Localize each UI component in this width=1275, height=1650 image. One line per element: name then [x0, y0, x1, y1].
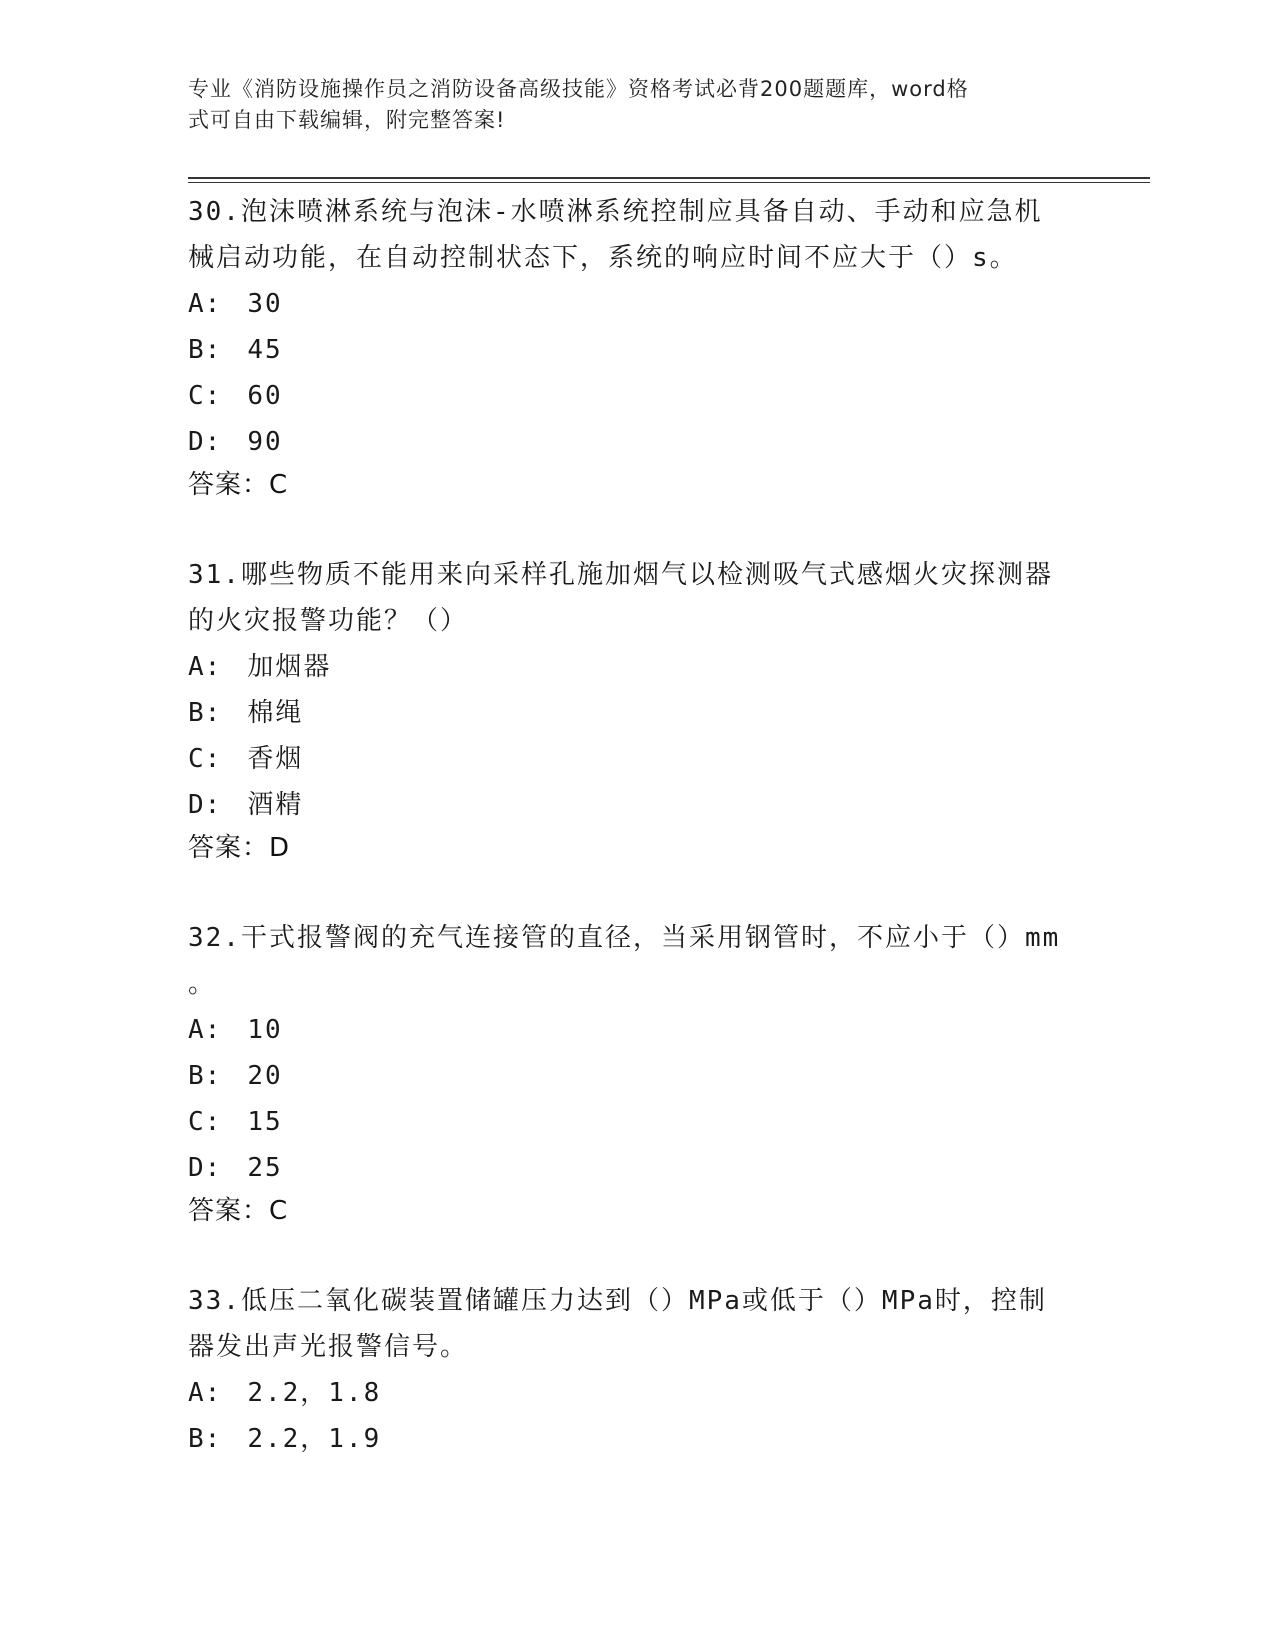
- question-stem-line-2: 械启动功能，在自动控制状态下，系统的响应时间不应大于（）s。: [188, 243, 1018, 273]
- answer-value: D: [269, 833, 291, 863]
- question-stem-line-2: 器发出声光报警信号。: [188, 1332, 469, 1362]
- option-text: 20: [247, 1061, 283, 1091]
- option-text: 30: [247, 289, 283, 319]
- header-divider-thick: [188, 177, 1150, 179]
- option-text: 棉绳: [247, 698, 304, 728]
- option-letter: B:: [188, 1061, 222, 1091]
- question-33: [188, 1278, 1078, 1462]
- question-list: [188, 189, 1078, 1462]
- option-a: [188, 281, 1078, 327]
- option-text: 10: [247, 1015, 283, 1045]
- option-b: [188, 690, 1078, 736]
- answer-line: [188, 1191, 1078, 1231]
- option-a: [188, 644, 1078, 690]
- option-letter: D:: [188, 790, 222, 820]
- option-text: 45: [247, 335, 283, 365]
- question-31: [188, 552, 1078, 868]
- option-letter: A:: [188, 652, 222, 682]
- option-letter: B:: [188, 335, 222, 365]
- option-c: [188, 1099, 1078, 1145]
- question-stem-line-1: 33.低压二氧化碳装置储罐压力达到（）MPa或低于（）MPa时，控制: [188, 1286, 1047, 1316]
- option-text: 90: [247, 427, 283, 457]
- option-letter: D:: [188, 1153, 222, 1183]
- option-b: [188, 1416, 1078, 1462]
- question-32: [188, 915, 1078, 1231]
- answer-label: 答案：: [188, 833, 270, 863]
- question-stem-line-2: 。: [188, 969, 217, 999]
- option-letter: A:: [188, 1378, 222, 1408]
- option-text: 2.2，1.9: [247, 1424, 382, 1454]
- option-text: 酒精: [247, 790, 304, 820]
- question-stem: [188, 552, 1078, 644]
- answer-line: [188, 828, 1078, 868]
- option-letter: B:: [188, 698, 222, 728]
- option-b: [188, 327, 1078, 373]
- option-text: 60: [247, 381, 283, 411]
- option-a: [188, 1370, 1078, 1416]
- option-text: 香烟: [247, 744, 304, 774]
- option-c: [188, 736, 1078, 782]
- option-c: [188, 373, 1078, 419]
- option-b: [188, 1053, 1078, 1099]
- question-stem-line-2: 的火灾报警功能？（）: [188, 606, 469, 636]
- question-stem-line-1: 30.泡沫喷淋系统与泡沫-水喷淋系统控制应具备自动、手动和应急机: [188, 197, 1043, 227]
- option-a: [188, 1007, 1078, 1053]
- document-header: [188, 74, 1068, 136]
- option-d: [188, 419, 1078, 465]
- question-stem: [188, 915, 1078, 1007]
- header-divider-thin: [188, 182, 1150, 183]
- option-text: 25: [247, 1153, 283, 1183]
- question-stem-line-1: 31.哪些物质不能用来向采样孔施加烟气以检测吸气式感烟火灾探测器: [188, 560, 1053, 590]
- option-d: [188, 1145, 1078, 1191]
- question-stem: [188, 189, 1078, 281]
- header-line-1: 专业《消防设施操作员之消防设备高级技能》资格考试必背200题题库，word格: [188, 77, 969, 101]
- answer-label: 答案：: [188, 1196, 270, 1226]
- question-30: [188, 189, 1078, 505]
- option-letter: C:: [188, 1107, 222, 1137]
- option-letter: A:: [188, 1015, 222, 1045]
- option-text: 15: [247, 1107, 283, 1137]
- answer-value: C: [269, 1196, 289, 1226]
- option-letter: C:: [188, 744, 222, 774]
- question-stem-line-1: 32.干式报警阀的充气连接管的直径，当采用钢管时，不应小于（）mm: [188, 923, 1061, 953]
- answer-line: [188, 465, 1078, 505]
- question-stem: [188, 1278, 1078, 1370]
- option-letter: A:: [188, 289, 222, 319]
- option-text: 2.2，1.8: [247, 1378, 382, 1408]
- header-line-2: 式可自由下载编辑，附完整答案!: [188, 108, 506, 132]
- answer-value: C: [269, 470, 289, 500]
- answer-label: 答案：: [188, 470, 270, 500]
- option-letter: C:: [188, 381, 222, 411]
- option-letter: B:: [188, 1424, 222, 1454]
- option-letter: D:: [188, 427, 222, 457]
- option-d: [188, 782, 1078, 828]
- option-text: 加烟器: [247, 652, 332, 682]
